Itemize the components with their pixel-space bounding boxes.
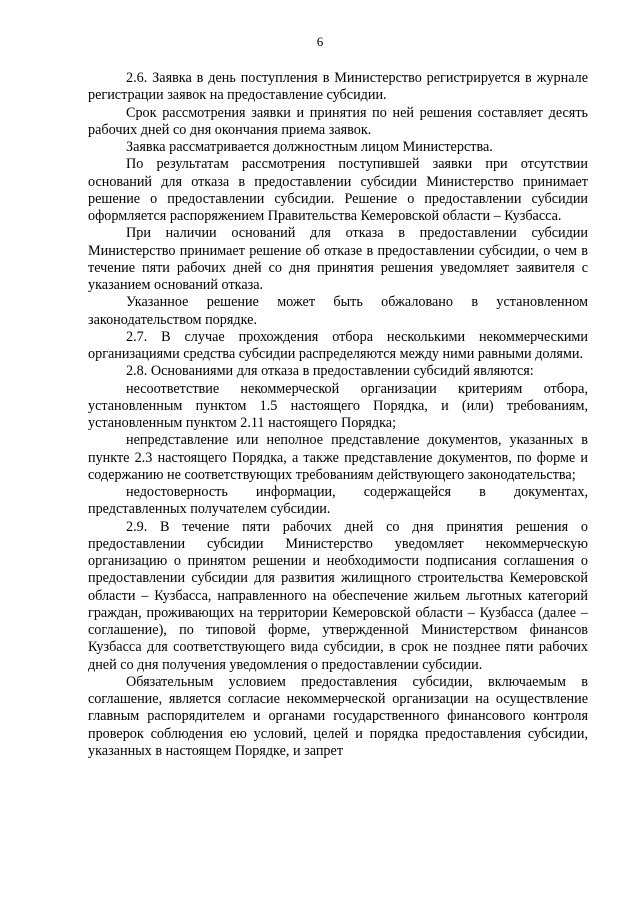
paragraph-review-period: Срок рассмотрения заявки и принятия по ней решения составляет десять рабочих дней со дня окончания приема заявок.: [88, 104, 588, 138]
paragraph-approval-decision: По результатам рассмотрения поступившей заявки при отсутствии оснований для отказа в предоставлении субсидии Министерство принимает решение о предоставлении субсидии. Решение о предоставлении субсидии оформляется распоряжением Правительства Кемеровской области – Кузбасса.: [88, 156, 588, 224]
list-item-criteria-mismatch: несоответствие некоммерческой организации критериям отбора, установленным пунктом 1.5 настоящего Порядка, и (или) требованиям, установленным пунктом 2.11 настоящего Порядка;: [88, 380, 588, 431]
paragraph-2-7: 2.7. В случае прохождения отбора несколькими некоммерческими организациями средства субсидии распределяются между ними равными долями.: [88, 328, 588, 362]
paragraph-refusal-decision: При наличии оснований для отказа в предоставлении субсидии Министерство принимает решение об отказе в предоставлении субсидии, о чем в течение пяти рабочих дней со дня принятия решения уведомляет заявителя с указанием оснований отказа.: [88, 225, 588, 293]
paragraph-mandatory-condition: Обязательным условием предоставления субсидии, включаемым в соглашение, является согласие некоммерческой организации на осуществление главным распорядителем и органами государственного финансового контроля проверок соблюдения ею условий, целей и порядка предоставления субсидии, указанных в настоящем Порядке, и запрет: [88, 673, 588, 759]
paragraph-2-6: 2.6. Заявка в день поступления в Министерство регистрируется в журнале регистрации заявок на предоставление субсидии.: [88, 70, 588, 104]
document-body: [88, 70, 588, 760]
list-item-inaccurate-info: недостоверность информации, содержащейся в документах, представленных получателем субсидии.: [88, 484, 588, 518]
page-number: 6: [316, 34, 324, 49]
paragraph-appeal: Указанное решение может быть обжаловано в установленном законодательством порядке.: [88, 294, 588, 328]
paragraph-2-9: 2.9. В течение пяти рабочих дней со дня принятия решения о предоставлении субсидии Министерство уведомляет некоммерческую организацию о принятом решении и необходимости подписания соглашения о предоставлении субсидии для развития жилищного строительства Кемеровской области – Кузбасса, направленного на обеспечение жильем льготных категорий граждан, проживающих на территории Кемеровской области – Кузбасса (далее – соглашение), по типовой форме, утвержденной Министерством финансов Кузбасса для соответствующего вида субсидии, в срок не позднее пяти рабочих дней со дня получения уведомления о предоставлении субсидии.: [88, 518, 588, 673]
paragraph-2-8: 2.8. Основаниями для отказа в предоставлении субсидий являются:: [126, 363, 534, 380]
paragraph-reviewer: Заявка рассматривается должностным лицом Министерства.: [126, 139, 493, 155]
list-item-missing-documents: непредставление или неполное представление документов, указанных в пункте 2.3 настоящего Порядка, а также представление документов, по форме и содержанию не соответствующих требованиям действующего законодательства;: [88, 432, 588, 483]
